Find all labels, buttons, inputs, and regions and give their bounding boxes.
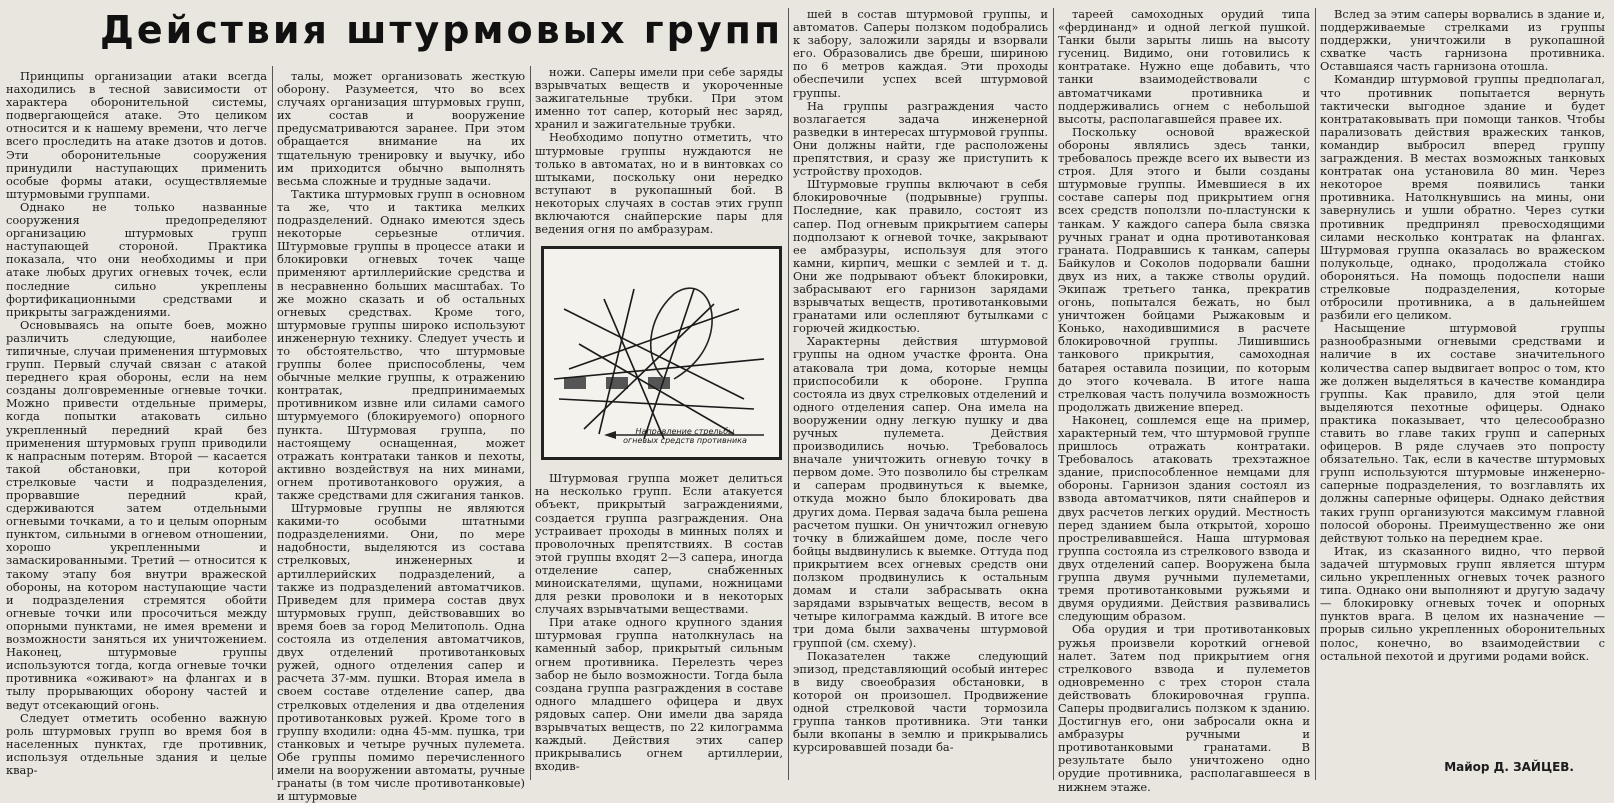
house	[606, 377, 628, 389]
column-rule	[788, 8, 789, 780]
paragraph: Показателен также следующий эпизод, представляющий особый интерес в виду своеобразия обстановки, в которой он произошел. Продвижение одной стрелковой части тормозила группа танков противника. Эти танки были вкопаны в землю и прикрывались курсировавшей позади ба-	[793, 648, 1048, 755]
paragraph: талы, может организовать жесткую оборону. Разумеется, что во всех случаях организация штурмовых групп, их состав и вооружение предусматриваются заранее. При этом обращается внимание на их тщательную тренировку и выучку, ибо им приходится обычно выполнять весьма сложные и трудные задачи.	[277, 69, 525, 188]
headline: Действия штурмовых групп	[100, 8, 784, 52]
column-rule	[272, 66, 273, 780]
paragraph: ножи. Саперы имели при себе заряды взрывчатых веществ и укороченные зажигательные трубки. При этом именно тот сапер, который нес заряд, хранил и зажигательные трубки.	[535, 65, 783, 132]
column-rule	[1315, 8, 1316, 780]
paragraph: Командир штурмовой группы предполагал, что противник попытается вернуть тактически выгодное здание и будет контратаковывать при помощи танков. Чтобы парализовать действия вражеских танков, командир выбросил вперед группу заграждения. В местах возможных танковых контратак она установила 80 мин. Через некоторое время появились танки противника. Натолкнувшись на мины, они завернулись и ушли обратно. Через сутки противник предпринял превосходящими силами несколько контратак на флангах. Штурмовая группа оказалась во вражеском полукольце, однако, продолжала стойко обороняться. На помощь подоспели наши стрелковые подразделения, которые отбросили противника, а в дальнейшем разбили его целиком.	[1320, 72, 1605, 323]
paragraph: шей в состав штурмовой группы, и автоматов. Саперы ползком подобрались к забору, заложили заряды и взорвали его. Образовались две бреши, шириною по 6 метров каждая. Эти проходы обеспечили успех всей штурмовой группы.	[793, 7, 1048, 100]
diagram-caption	[610, 427, 760, 445]
paragraph: Оба орудия и три противотанковых ружья произвели короткий огневой налет. Затем под прикрытием огня стрелкового взвода и пулеметов одновременно с трех сторон стала действовать блокировочная группа. Саперы продвигались ползком к зданию. Достигнув его, они забросали окна и амбразуры ручными и противотанковыми гранатами. В результате было уничтожено одно орудие противника, располагавшееся в нижнем этаже.	[1058, 622, 1310, 794]
paragraph: тареей самоходных орудий типа «фердинанд» и одной легкой пушкой. Танки были зарыты лишь на высоту гусениц. Видимо, они готовились к контратаке. Нужно еще добавить, что танки взаимодействовали с автоматчиками противника и поддерживались огнем с небольшой высоты, располагавшейся правее их.	[1058, 7, 1310, 126]
column-4	[793, 8, 1048, 785]
paragraph: Однако не только названные сооружения предопределяют организацию штурмовых групп наступающей стороной. Практика показала, что они необходимы и при атаке любых других огневых точек, если последние сильно укреплены фортификационными средствами и прикрыты заграждениями.	[6, 199, 267, 319]
author-signature: Майор Д. ЗАЙЦЕВ.	[1444, 760, 1574, 774]
paragraph: Характерны действия штурмовой группы на одном участке фронта. Она атаковала три дома, которые немцы приспособили к обороне. Группа состояла из двух стрелковых отделений и одного отделения сапер. Она имела на вооружении одну легкую пушку и два ручных пулемета. Действия производились ночью. Требовалось вначале уничтожить огневую точку в первом доме. Это позволило бы стрелкам и саперам продвинуться к выемке, откуда можно было блокировать два других дома. Первая задача была решена расчетом пушки. Он уничтожил огневую точку в ближайшем доме, после чего бойцы выдвинулись к выемке. Оттуда под прикрытием всех огневых средств они ползком продвинулись к остальным домам и стали забрасывать окна зарядами взрывчатых веществ, весом в четыре килограмма каждый. В итоге все три дома были захвачены штурмовой группой (см. схему).	[793, 334, 1048, 650]
diagram-drawing	[544, 249, 779, 457]
paragraph: Основываясь на опыте боев, можно различить следующие, наиболее типичные, случаи применения штурмовых групп. Первый случай связан с атакой переднего края обороны, если на нем созданы долговременные огневые точки. Можно привести отдельные примеры, когда попытки атаковать сильно укрепленный передний край без применения штурмовых групп приводили к напрасным потерям. Второй — касается такой обстановки, при которой стрелковые части и подразделения, прорвавшие передний край, сдерживаются затем отдельными огневыми точками, а то и целым опорным пунктом, сильными в огневом отношении, хорошо укрепленными и замаскированными. Третий — относится к такому этапу боя внутри вражеской обороны, на котором наступающие части и подразделения стремятся обойти огневые точки или просочиться между опорными пунктами, не имея времени и возможности заняться их уничтожением. Наконец, штурмовые группы используются тогда, когда огневые точки противника «оживают» на флангах и в тылу прорывающих оборону частей и ведут отсекающий огонь.	[6, 317, 267, 712]
assault-diagram	[541, 246, 782, 460]
paragraph: Тактика штурмовых групп в основном та же, что и тактика мелких подразделений. Однако имеются здесь некоторые серьезные отличия. Штурмовые группы в процессе атаки и блокировки огневых точек чаще применяют артиллерийские средства и в несравненно больших масштабах. То же можно сказать и об остальных огневых средствах. Кроме того, штурмовые группы широко используют инженерную технику. Следует учесть и то обстоятельство, что штурмовые группы более приспособлены, чем обычные мелкие группы, к отражению контратак, предпринимаемых противником извне или силами самого штурмуемого (блокируемого) опорного пункта. Штурмовая группа, по настоящему оснащенная, может отражать контратаки танков и пехоты, активно воздействуя на них минами, огнем противотанкового оружия, а также средствами для сжигания танков.	[277, 186, 525, 502]
caption-line: Направление стрельбы	[635, 427, 735, 437]
paragraph: Насыщение штурмовой группы разнообразными огневыми средствами и наличие в их составе значительного количества сапер выдвигает вопрос о том, кто же должен выделяться в качестве командира группы. Как правило, для этой цели выделяются пехотные офицеры. Однако практика показывает, что целесообразно ставить во главе таких групп и саперных офицеров. В ряде случаев это попросту обязательно. Так, если в качестве штурмовых групп используются штурмовые инженерно-саперные подразделения, то возглавлять их должны саперные офицеры. Однако действия таких групп организуются максимум главной полосой обороны. Преимущественно же они действуют только на переднем крае.	[1320, 321, 1605, 545]
paragraph: Штурмовые группы не являются какими-то особыми штатными подразделениями. Они, по мере надобности, выделяются из состава стрелковых, инженерных и артиллерийских подразделений, а также из подразделений автоматчиков. Приведем для примера состав двух штурмовых групп, действовавших во время боев за город Мелитополь. Одна состояла из отделения автоматчиков, двух отделений противотанковых ружей, одного отделения сапер и расчета 37-мм. пушки. Вторая имела в своем составе отделение сапер, два стрелковых отделения и два отделения противотанковых ружей. Кроме того в группу входили: одна 45-мм. пушка, три станковых и четыре ручных пулемета. Обе группы помимо перечисленного имели на вооружении автоматы, ручные гранаты (в том числе противотанковые) и штурмовые	[277, 501, 525, 803]
paragraph: Следует отметить особенно важную роль штурмовых групп во время боя в населенных пунктах, где противник, используя отдельные здания и целые квар-	[6, 710, 267, 777]
column-3	[535, 66, 783, 785]
caption-line: огневых средств противника	[623, 436, 747, 446]
column-rule	[530, 66, 531, 780]
column-6	[1320, 8, 1605, 753]
paragraph: На группы разграждения часто возлагается задача инженерной разведки в интересах штурмовой группы. Они должны найти, где расположены препятствия, и сразу же приступить к устройству проходов.	[793, 98, 1048, 179]
paragraph: При атаке одного крупного здания штурмовая группа натолкнулась на каменный забор, прикрытый сильным огнем противника. Перелезть через забор не было возможности. Тогда была создана группа разграждения в составе одного младшего офицера и двух рядовых сапер. Они имели два заряда взрывчатых веществ, по 22 килограмма каждый. Действия этих сапер прикрывались огнем артиллерии, входив-	[535, 615, 783, 774]
paragraph: Вслед за этим саперы ворвались в здание и, поддерживаемые стрелками из группы поддержки, уничтожили в рукопашной схватке часть гарнизона противника. Оставшаяся часть гарнизона отошла.	[1320, 7, 1605, 74]
column-1	[6, 70, 267, 785]
paragraph: Штурмовая группа может делиться на несколько групп. Если атакуется объект, прикрытый заграждениями, создается группа разграждения. Она устраивает проходы в минных полях и проволочных препятствиях. В состав этой группы входят 2—3 сапера, иногда отделение сапер, снабженных миноискателями, щупами, ножницами для резки проволоки и в некоторых случаях взрывчатыми веществами.	[535, 471, 783, 617]
column-2	[277, 69, 525, 803]
paragraph: Штурмовые группы включают в себя блокировочные (подрывные) группы. Последние, как правило, состоят из сапер. Под огневым прикрытием саперы подползают к огневой точке, закрывают ее амбразуры, используя для этого камни, кирпич, мешки с землей и т. д. Они же подрывают объект блокировки, забрасывают его гарнизон зарядами взрывчатых веществ, противотанковыми гранатами или ослепляют бутылками с горючей жидкостью.	[793, 177, 1048, 336]
paragraph: Итак, из сказанного видно, что первой задачей штурмовых групп является штурм сильно укрепленных огневых точек разного типа. Однако они выполняют и другую задачу — блокировку огневых точек и опорных пунктов врага. В целом их назначение — прорыв сильно укрепленных оборонительных полос, конечно, во взаимодействии с остальной пехотой и другими родами войск.	[1320, 543, 1605, 663]
column-5	[1058, 7, 1310, 794]
house	[564, 377, 586, 389]
paragraph: Принципы организации атаки всегда находились в тесной зависимости от характера оборонительной системы, подвергающейся атаке. Это целиком относится и к нашему времени, что легче всего проследить на атаке дзотов и дотов. Эти оборонительные сооружения принудили наступающих применить особые формы атаки, осуществляемые штурмовыми группами.	[6, 69, 267, 201]
column-rule	[1053, 8, 1054, 780]
house	[648, 377, 670, 389]
paragraph: Необходимо попутно отметить, что штурмовые группы нуждаются не только в автоматах, но и в винтовках со штыками, поскольку они нередко вступают в рукопашный бой. В некоторых случаях в состав этих групп включаются снайперские пары для ведения огня по амбразурам.	[535, 130, 783, 237]
paragraph: Поскольку основой вражеской обороны являлись здесь танки, требовалось прежде всего их вывести из строя. Для этого и были созданы штурмовые группы. Имевшиеся в их составе саперы под прикрытием огня всех средств поползли по-пластунски к танкам. У каждого сапера была связка ручных гранат и одна противотанковая граната. Подравшись к танкам, саперы Байкулов и Соколов подорвали башни двух из них, а также стволы орудий. Экипаж третьего танка, прекратив огонь, попытался бежать, но был уничтожен бойцами Рыжаковым и Конько, находившимися в расчете блокировочной группы. Лишившись танкового прикрытия, самоходная батарея оставила позиции, по которым до этого кочевала. В итоге наша стрелковая часть получила возможность продолжать движение вперед.	[1058, 124, 1310, 414]
paragraph: Наконец, сошлемся еще на пример, характерный тем, что штурмовой группе пришлось отражать контратаки. Требовалось атаковать трехэтажное здание, приспособленное немцами для обороны. Гарнизон здания состоял из взвода автоматчиков, пяти снайперов и двух расчетов легких орудий. Местность перед зданием была открытой, хорошо простреливавшейся. Наша штурмовая группа состояла из стрелкового взвода и двух отделений сапер. Вооружена была группа двумя ручными пулеметами, тремя противотанковыми ружьями и двумя орудиями. Действия развивались следующим образом.	[1058, 412, 1310, 624]
